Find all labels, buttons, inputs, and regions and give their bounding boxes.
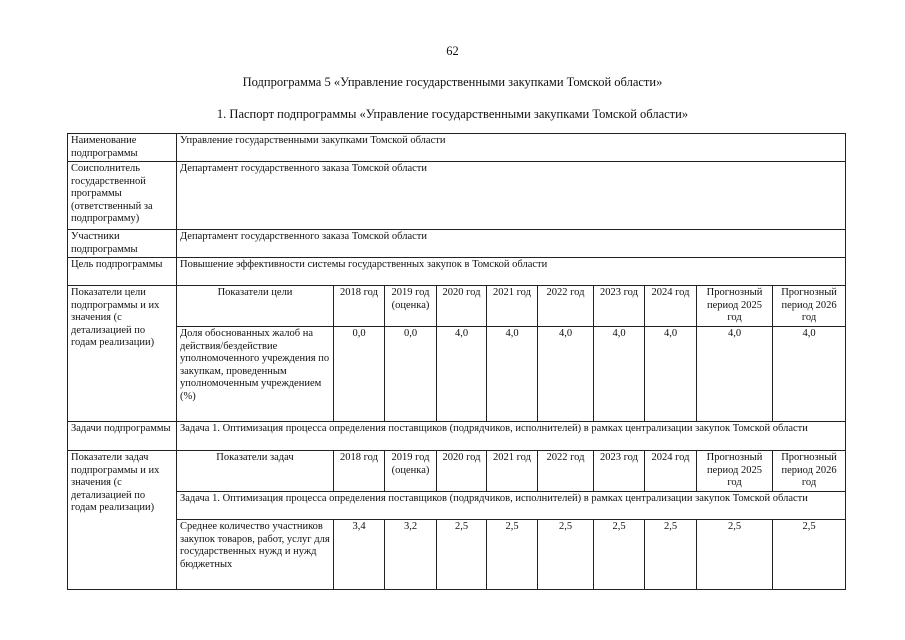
table-row <box>68 327 846 422</box>
year-header: 2020 год <box>437 451 487 492</box>
row-label: Соисполнитель государственной программы (ответственный за подпрограмму) <box>68 162 177 230</box>
year-header: 2021 год <box>487 451 538 492</box>
year-header: 2024 год <box>645 286 697 327</box>
table-row <box>68 451 846 492</box>
row-value: Департамент государственного заказа Томской области <box>177 230 846 258</box>
task-indicator-name: Среднее количество участников закупок товаров, работ, услуг для государственных нужд и нужд бюджетных <box>177 520 334 590</box>
year-header: 2018 год <box>334 286 385 327</box>
year-header: 2021 год <box>487 286 538 327</box>
year-header: 2018 год <box>334 451 385 492</box>
row-value: Задача 1. Оптимизация процесса определения поставщиков (подрядчиков, исполнителей) в рамках централизации закупок Томской области <box>177 422 846 451</box>
year-header: 2023 год <box>594 451 645 492</box>
value-cell: 2,5 <box>773 520 846 590</box>
row-label: Показатели цели подпрограммы и их значения (с детализацией по годам реализации) <box>68 286 177 422</box>
page-number: 62 <box>446 44 459 58</box>
year-header: 2022 год <box>538 286 594 327</box>
table-row <box>68 258 846 286</box>
row-label: Наименование подпрограммы <box>68 134 177 162</box>
goal-indicators-header: Показатели цели <box>177 286 334 327</box>
row-value: Департамент государственного заказа Томской области <box>177 162 846 230</box>
value-cell: 2,5 <box>437 520 487 590</box>
row-label: Цель подпрограммы <box>68 258 177 286</box>
year-header: 2020 год <box>437 286 487 327</box>
value-cell: 0,0 <box>385 327 437 422</box>
task-indicators-header: Показатели задач <box>177 451 334 492</box>
table-row <box>68 520 846 590</box>
row-label: Задачи подпрограммы <box>68 422 177 451</box>
table-row <box>68 492 846 520</box>
year-header: 2024 год <box>645 451 697 492</box>
subprogram-title: Подпрограмма 5 «Управление государственными закупками Томской области» <box>242 75 663 89</box>
table-row <box>68 162 846 230</box>
table-row <box>68 422 846 451</box>
value-cell: 4,0 <box>538 327 594 422</box>
year-header: 2023 год <box>594 286 645 327</box>
value-cell: 4,0 <box>487 327 538 422</box>
task-text: Задача 1. Оптимизация процесса определения поставщиков (подрядчиков, исполнителей) в рамках централизации закупок Томской области <box>177 492 846 520</box>
value-cell: 2,5 <box>645 520 697 590</box>
value-cell: 3,4 <box>334 520 385 590</box>
row-value: Повышение эффективности системы государственных закупок в Томской области <box>177 258 846 286</box>
row-value: Управление государственными закупками Томской области <box>177 134 846 162</box>
value-cell: 4,0 <box>645 327 697 422</box>
goal-indicator-name: Доля обоснованных жалоб на действия/бездействие уполномоченного учреждения по закупкам, проведенным уполномоченным учреждением (%) <box>177 327 334 422</box>
table-row <box>68 230 846 258</box>
value-cell: 2,5 <box>487 520 538 590</box>
year-header: 2019 год (оценка) <box>385 451 437 492</box>
value-cell: 2,5 <box>538 520 594 590</box>
passport-title: 1. Паспорт подпрограммы «Управление государственными закупками Томской области» <box>216 107 689 121</box>
year-header: Прогнозный период 2025 год <box>697 286 773 327</box>
row-label: Участники подпрограммы <box>68 230 177 258</box>
table-row <box>68 134 846 162</box>
passport-table <box>67 133 846 590</box>
year-header: Прогнозный период 2026 год <box>773 451 846 492</box>
year-header: Прогнозный период 2026 год <box>773 286 846 327</box>
row-label: Показатели задач подпрограммы и их значения (с детализацией по годам реализации) <box>68 451 177 590</box>
year-header: Прогнозный период 2025 год <box>697 451 773 492</box>
value-cell: 4,0 <box>773 327 846 422</box>
table-row <box>68 286 846 327</box>
value-cell: 4,0 <box>594 327 645 422</box>
value-cell: 4,0 <box>437 327 487 422</box>
value-cell: 3,2 <box>385 520 437 590</box>
value-cell: 2,5 <box>594 520 645 590</box>
value-cell: 4,0 <box>697 327 773 422</box>
year-header: 2022 год <box>538 451 594 492</box>
value-cell: 0,0 <box>334 327 385 422</box>
value-cell: 2,5 <box>697 520 773 590</box>
year-header: 2019 год (оценка) <box>385 286 437 327</box>
